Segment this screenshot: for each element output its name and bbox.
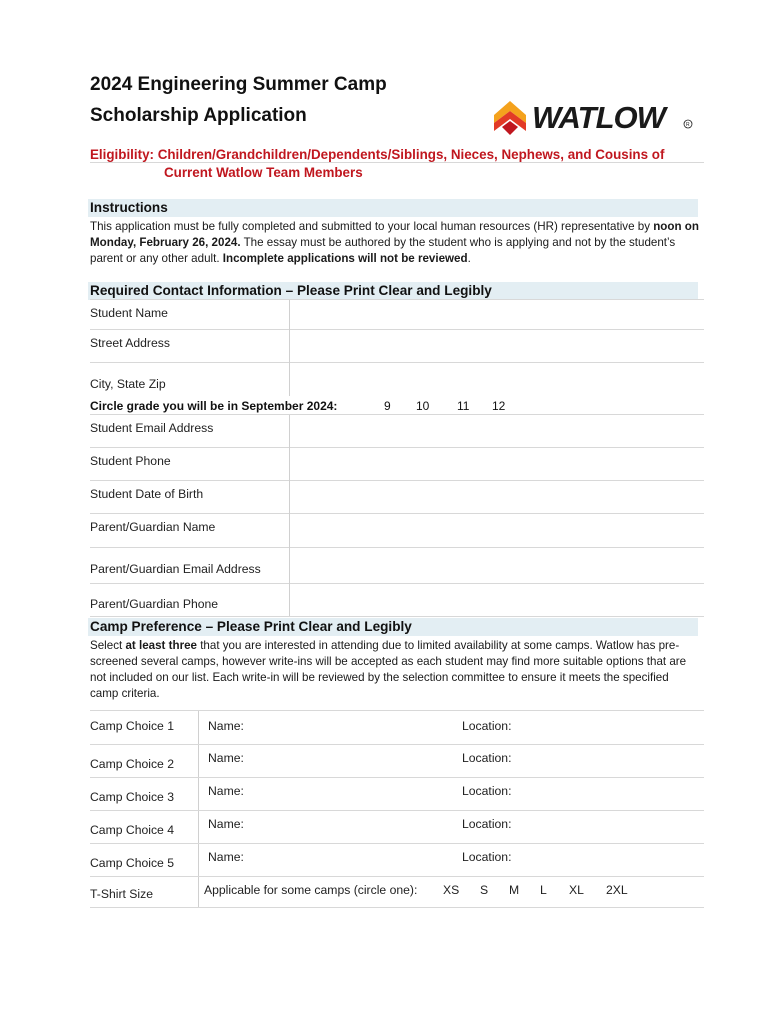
divider <box>90 480 704 481</box>
divider <box>90 616 704 617</box>
street-address-label: Street Address <box>90 336 170 350</box>
camp-name-label: Name: <box>208 784 244 798</box>
page-title: 2024 Engineering Summer Camp <box>90 74 387 95</box>
grade-option[interactable]: 10 <box>416 399 430 413</box>
field-separator <box>289 415 290 616</box>
contact-heading: Required Contact Information – Please Print Clear and Legibly <box>88 282 698 300</box>
tshirt-size-option[interactable]: L <box>540 883 547 897</box>
logo-wordmark: WATLOW <box>532 100 665 135</box>
camp-name-label: Name: <box>208 719 244 733</box>
watlow-flame-icon <box>494 101 526 135</box>
grade-option[interactable]: 11 <box>457 399 470 413</box>
grade-option[interactable]: 12 <box>492 399 506 413</box>
camp-location-label: Location: <box>462 751 512 765</box>
divider <box>90 777 704 778</box>
svg-text:R: R <box>686 122 690 128</box>
camp-location-label: Location: <box>462 817 512 831</box>
camp-choice-1-label: Camp Choice 1 <box>90 719 174 733</box>
watlow-logo <box>492 97 694 137</box>
divider <box>90 299 704 300</box>
grade-row <box>90 399 506 413</box>
grade-option[interactable]: 9 <box>384 399 391 413</box>
grade-question: Circle grade you will be in September 2024: <box>90 399 338 413</box>
student-name-label: Student Name <box>90 306 168 320</box>
instructions-heading: Instructions <box>88 199 698 217</box>
camp-name-label: Name: <box>208 817 244 831</box>
student-email-label: Student Email Address <box>90 421 214 435</box>
field-separator <box>289 300 290 396</box>
divider <box>90 876 704 877</box>
divider <box>90 843 704 844</box>
divider <box>90 710 704 711</box>
page-subtitle: Scholarship Application <box>90 105 307 126</box>
eligibility-statement <box>90 146 700 182</box>
tshirt-size-option[interactable]: XS <box>443 883 460 897</box>
divider <box>90 547 704 548</box>
divider <box>90 513 704 514</box>
divider <box>90 447 704 448</box>
eligibility-line-2: Current Watlow Team Members <box>164 165 363 180</box>
camp-choice-2-label: Camp Choice 2 <box>90 757 174 771</box>
tshirt-size-option[interactable]: XL <box>569 883 584 897</box>
camp-heading: Camp Preference – Please Print Clear and Legibly <box>88 618 698 636</box>
student-dob-label: Student Date of Birth <box>90 487 204 501</box>
divider <box>90 362 704 363</box>
parent-name-label: Parent/Guardian Name <box>90 520 216 534</box>
tshirt-size-label: T-Shirt Size <box>90 887 153 901</box>
tshirt-size-option[interactable]: M <box>509 883 520 897</box>
camp-choice-4-label: Camp Choice 4 <box>90 823 174 837</box>
camp-location-label: Location: <box>462 850 512 864</box>
column-separator <box>198 711 199 907</box>
instructions-text: This application must be fully completed and submitted to your local human resources (HR) representative by noon on Monday, February 26, 2024. The essay must be authored by the student who is applying and not by the student’s parent or any other adult. Incomplete applications will not be reviewed. <box>90 220 699 265</box>
camp-choice-5-label: Camp Choice 5 <box>90 856 174 870</box>
divider <box>90 414 704 415</box>
student-phone-label: Student Phone <box>90 454 171 468</box>
camp-choice-3-label: Camp Choice 3 <box>90 790 174 804</box>
tshirt-note: Applicable for some camps (circle one): <box>204 883 418 897</box>
camp-instructions: Select at least three that you are interested in attending due to limited availability at some camps. Watlow has pre-screened several camps, however write-ins will be accepted as each student may find more suitable options that are not included on our list. Each write-in will be reviewed by the selection committee to ensure it meets the specified camp criteria. <box>90 639 687 700</box>
parent-email-label: Parent/Guardian Email Address <box>90 562 261 576</box>
camp-name-label: Name: <box>208 850 244 864</box>
tshirt-size-option[interactable]: 2XL <box>606 883 628 897</box>
divider <box>90 329 704 330</box>
city-state-zip-label: City, State Zip <box>90 377 166 391</box>
tshirt-size-option[interactable]: S <box>480 883 489 897</box>
parent-phone-label: Parent/Guardian Phone <box>90 597 219 611</box>
divider <box>90 583 704 584</box>
eligibility-line-1: Eligibility: Children/Grandchildren/Dependents/Siblings, Nieces, Nephews, and Cousins of <box>90 147 665 162</box>
divider <box>90 744 704 745</box>
divider <box>90 810 704 811</box>
divider <box>90 162 704 163</box>
divider <box>90 907 704 908</box>
camp-location-label: Location: <box>462 719 512 733</box>
camp-location-label: Location: <box>462 784 512 798</box>
camp-name-label: Name: <box>208 751 244 765</box>
